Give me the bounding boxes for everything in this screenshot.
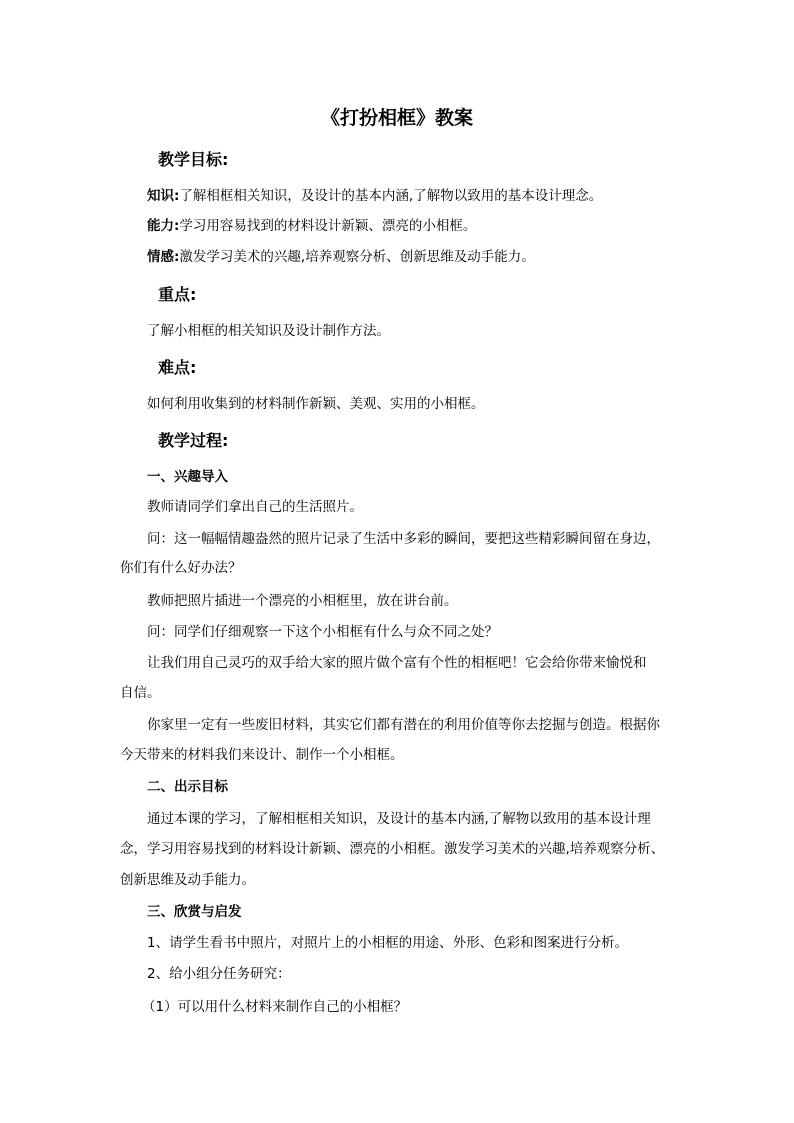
goal-ability-label: 能力: <box>147 218 180 234</box>
key-point-heading: 重点: <box>158 285 197 304</box>
section-1-paragraph: 问：同学们仔细观察一下这个小相框有什么与众不同之处？ <box>147 624 498 640</box>
section-1-paragraph: 自信。 <box>120 685 161 701</box>
goal-knowledge-label: 知识: <box>147 188 180 204</box>
section-1-paragraph: 你们有什么好办法？ <box>120 560 242 576</box>
key-point-text: 了解小相框的相关知识及设计制作方法。 <box>147 323 390 339</box>
section-3-paragraph: 1、请学生看书中照片，对照片上的小相框的用途、外形、色彩和图案进行分析。 <box>147 935 629 951</box>
goal-ability-text: 学习用容易找到的材料设计新颖、漂亮的小相框。 <box>179 218 477 234</box>
section-2-paragraph: 通过本课的学习，了解相框相关知识，及设计的基本内涵,了解物以致用的基本设计理 <box>147 811 651 827</box>
goal-emotion-label: 情感: <box>147 249 180 265</box>
document-title: 《打扮相框》教案 <box>320 107 473 129</box>
goal-emotion-text: 激发学习美术的兴趣,培养观察分析、创新思维及动手能力。 <box>179 249 535 265</box>
section-2-paragraph: 创新思维及动手能力。 <box>120 872 255 888</box>
goal-emotion <box>147 246 535 268</box>
section-1-title: 一、兴趣导入 <box>147 469 228 485</box>
difficulty-heading: 难点: <box>158 358 197 377</box>
section-1-paragraph: 教师把照片插进一个漂亮的小相框里，放在讲台前。 <box>147 593 458 609</box>
section-3-paragraph: 2、给小组分任务研究： <box>147 966 291 982</box>
section-2-paragraph: 念，学习用容易找到的材料设计新颖、漂亮的小相框。激发学习美术的兴趣,培养观察分析、 <box>120 841 665 857</box>
process-heading: 教学过程: <box>158 431 229 450</box>
goal-knowledge <box>147 185 602 207</box>
section-1-paragraph: 教师请同学们拿出自己的生活照片。 <box>147 499 363 515</box>
section-1-paragraph: 今天带来的材料我们来设计、制作一个小相框。 <box>120 747 404 763</box>
goal-ability <box>147 215 476 237</box>
difficulty-text: 如何利用收集到的材料制作新颖、美观、实用的小相框。 <box>147 396 485 412</box>
goals-heading: 教学目标: <box>158 150 229 169</box>
goal-knowledge-text: 了解相框相关知识，及设计的基本内涵,了解物以致用的基本设计理念。 <box>179 188 603 204</box>
section-3-title: 三、欣赏与启发 <box>147 904 242 920</box>
section-1-paragraph: 你家里一定有一些废旧材料，其实它们都有潜在的利用价值等你去挖掘与创造。根据你 <box>147 717 660 733</box>
section-2-title: 二、出示目标 <box>147 779 228 795</box>
section-1-paragraph: 让我们用自己灵巧的双手给大家的照片做个富有个性的相框吧！它会给你带来愉悦和 <box>147 655 647 671</box>
section-3-paragraph: （1）可以用什么材料来制作自己的小相框？ <box>142 999 408 1015</box>
section-1-paragraph: 问：这一幅幅情趣盎然的照片记录了生活中多彩的瞬间，要把这些精彩瞬间留在身边， <box>147 531 660 547</box>
